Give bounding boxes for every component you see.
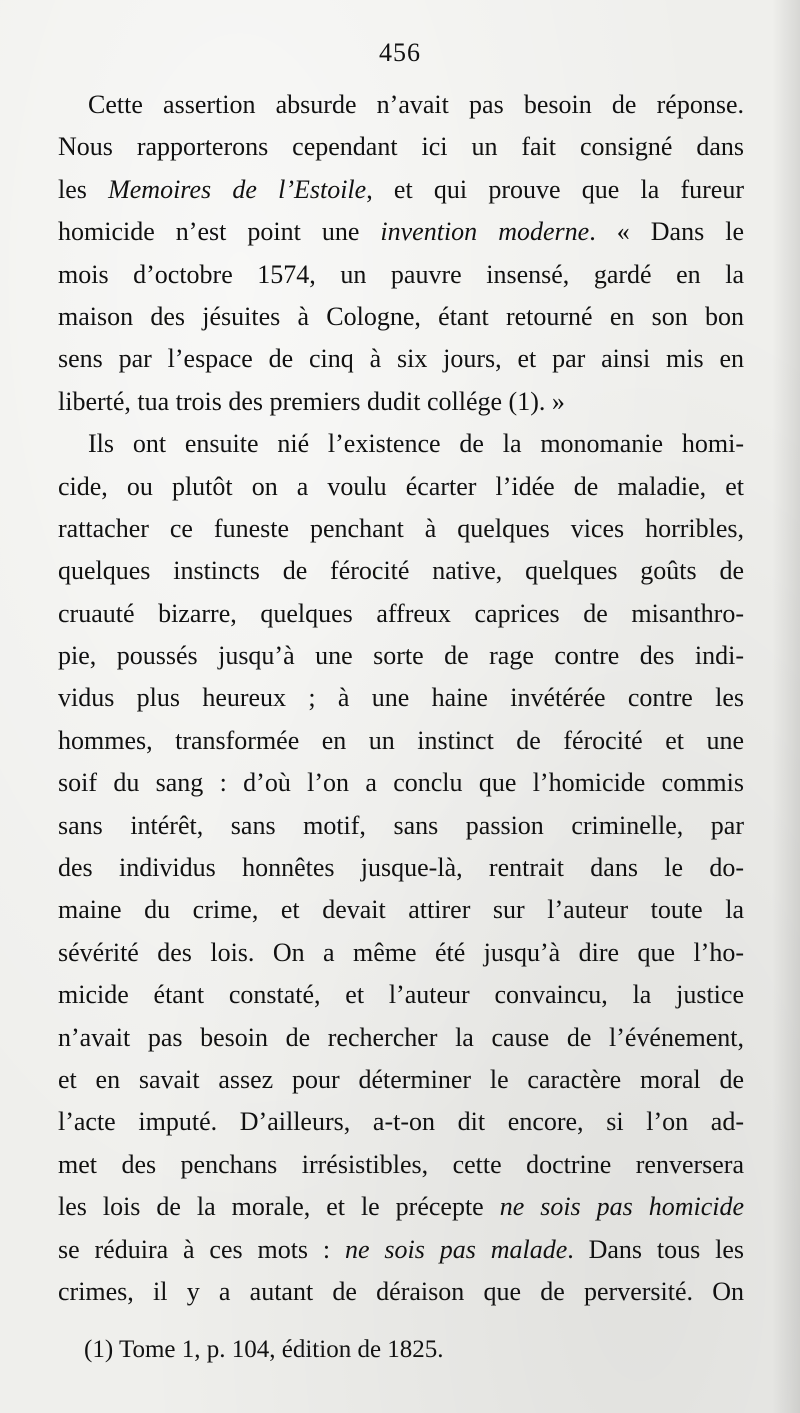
text-line [58, 466, 744, 508]
footnote: (1) Tome 1, p. 104, édition de 1825. [84, 1336, 444, 1363]
text-line [58, 720, 744, 762]
text-segment: sans intérêt, sans motif, sans passion criminelle, par [58, 810, 744, 840]
page-number: 456 [379, 38, 421, 67]
text-line [58, 1101, 744, 1143]
text-segment: maine du crime, et devait attirer sur l’auteur toute la [58, 895, 744, 925]
body-text [58, 84, 744, 1313]
text-line [58, 762, 744, 804]
text-line [58, 84, 744, 126]
text-segment: homicide n’est point une [58, 217, 381, 247]
text-segment: hommes, transformée en un instinct de férocité et une [58, 725, 744, 755]
text-segment: quelques instincts de férocité native, quelques goûts de [58, 556, 744, 586]
text-segment: maison des jésuites à Cologne, étant retourné en son bon [58, 301, 744, 331]
text-line [58, 1144, 744, 1186]
text-segment: et en savait assez pour déterminer le caractère moral de [58, 1064, 744, 1094]
text-segment: Nous rapporterons cependant ici un fait consigné dans [58, 132, 744, 162]
text-line [58, 508, 744, 550]
text-line [58, 423, 744, 465]
text-line [58, 211, 744, 253]
text-segment: l’acte imputé. D’ailleurs, a-t-on dit encore, si l’on ad- [58, 1107, 744, 1137]
text-segment: Memoires de l’Estoile [108, 174, 367, 204]
text-segment: Ils ont ensuite nié l’existence de la monomanie homi- [88, 429, 744, 459]
text-segment: des individus honnêtes jusque-là, rentrait dans le do- [58, 853, 744, 883]
text-line [58, 1186, 744, 1228]
text-segment: cruauté bizarre, quelques affreux caprices de misanthro- [58, 598, 744, 628]
text-segment: ne sois pas malade [344, 1234, 568, 1264]
text-segment: cide, ou plutôt on a voulu écarter l’idée de maladie, et [58, 471, 744, 501]
text-segment: les lois de la morale, et le précepte [58, 1192, 500, 1222]
text-segment: mois d’octobre 1574, un pauvre insensé, gardé en la [58, 259, 744, 289]
text-segment: . « Dans le [589, 217, 744, 247]
text-line [58, 635, 744, 677]
text-segment: . Dans tous les [567, 1234, 744, 1264]
text-segment: , et qui prouve que la fureur [366, 174, 744, 204]
text-line [58, 126, 744, 168]
text-line [58, 550, 744, 592]
text-segment: invention moderne [380, 217, 590, 247]
text-segment: les [58, 174, 109, 204]
text-segment: sévérité des lois. On a même été jusqu’à dire que l’ho- [58, 937, 744, 967]
text-segment: Cette assertion absurde n’avait pas besoin de réponse. [88, 90, 744, 119]
text-segment: ne sois pas homicide [499, 1192, 745, 1222]
text-segment: rattacher ce funeste penchant à quelques vices horribles, [58, 513, 744, 543]
text-segment: soif du sang : d’où l’on a conclu que l’homicide commis [58, 768, 744, 798]
text-line [58, 805, 744, 847]
text-segment: micide étant constaté, et l’auteur convaincu, la justice [58, 980, 744, 1010]
text-segment: crimes, il y a autant de déraison que de perversité. On [58, 1276, 744, 1306]
text-line [58, 1017, 744, 1059]
text-line [58, 847, 744, 889]
text-line [58, 338, 744, 380]
text-line [58, 677, 744, 719]
text-segment: n’avait pas besoin de rechercher la cause de l’événement, [58, 1022, 744, 1052]
text-line [58, 381, 744, 423]
text-line [58, 932, 744, 974]
page-edge-shadow [772, 0, 800, 1413]
text-line [58, 254, 744, 296]
text-line [58, 889, 744, 931]
text-segment: sens par l’espace de cinq à six jours, et par ainsi mis en [58, 344, 744, 374]
text-segment: se réduira à ces mots : [58, 1234, 345, 1264]
text-segment: vidus plus heureux ; à une haine invétérée contre les [58, 683, 744, 713]
text-line [58, 1229, 744, 1271]
text-segment: liberté, tua trois des premiers dudit collége (1). » [58, 386, 565, 416]
text-line [58, 1271, 744, 1313]
text-line [58, 296, 744, 338]
text-line [58, 593, 744, 635]
text-segment: pie, poussés jusqu’à une sorte de rage contre des indi- [58, 641, 744, 671]
text-segment: met des penchans irrésistibles, cette doctrine renversera [58, 1149, 744, 1179]
text-line [58, 974, 744, 1016]
text-line [58, 169, 744, 211]
text-line [58, 1059, 744, 1101]
